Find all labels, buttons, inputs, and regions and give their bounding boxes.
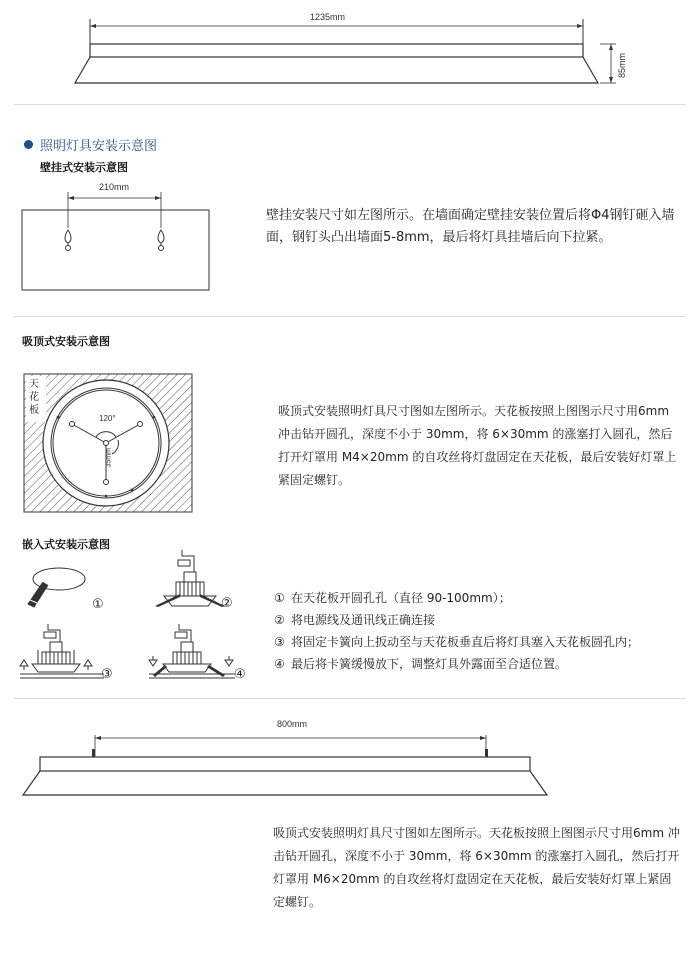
recessed-step-2-drawing: [150, 548, 250, 613]
radius-label: 35mm: [105, 448, 113, 468]
separator: [14, 698, 686, 699]
list-item: ④ 最后将卡簧缓慢放下，调整灯具外露面至合适位置。: [274, 657, 568, 671]
separator: [14, 316, 686, 317]
list-item: ③ 将固定卡簧向上扳动至与天花板垂直后将灯具塞入天花板圆孔内；: [274, 635, 640, 649]
recessed-step-1-drawing: [15, 556, 125, 616]
ceiling-mount-title: 吸顶式安装示意图: [22, 335, 110, 348]
recessed-mount-title: 嵌入式安装示意图: [22, 538, 110, 551]
top-profile-drawing: [0, 0, 700, 110]
section-title: 照明灯具安装示意图: [40, 139, 158, 154]
ceiling-label: 天花板: [29, 379, 39, 416]
step-4-number: ④: [234, 667, 246, 682]
top-height-label: 85mm: [617, 52, 627, 78]
step-2-number: ②: [221, 596, 233, 611]
bottom-profile-description: 吸顶式安装照明灯具尺寸图如左图所示。天花板按照上图图示尺寸用6mm 冲击钻开圆孔，深度不小于 30mm，将 6×30mm 的涨塞打入圆孔，然后打开灯罩用 M6×20mm 的自攻丝将灯盘固定在天花板，最后安装好灯罩上紧固定螺钉。: [273, 826, 680, 909]
list-item: ① 在天花板开圆孔孔（直径 90-100mm）；: [274, 591, 511, 605]
top-length-label: 1235mm: [310, 12, 346, 22]
bottom-profile-drawing: [0, 715, 700, 815]
bottom-length-label: 800mm: [277, 719, 308, 729]
wall-mount-description: 壁挂安装尺寸如左图所示。在墙面确定壁挂安装位置后将Φ4钢钉砸入墙面，钢钉头凸出墙面5-8mm，最后将灯具挂墙后向下拉紧。: [266, 208, 675, 245]
separator: [14, 104, 686, 105]
section-bullet-icon: [24, 140, 33, 149]
wall-mount-title: 壁挂式安装示意图: [40, 161, 128, 174]
list-item: ② 将电源线及通讯线正确连接: [274, 613, 436, 627]
angle-label: 120°: [99, 414, 116, 423]
step-1-number: ①: [92, 597, 104, 612]
ceiling-mount-description: 吸顶式安装照明灯具尺寸图如左图所示。天花板按照上图图示尺寸用6mm 冲击钻开圆孔，深度不小于 30mm，将 6×30mm 的涨塞打入圆孔，然后打开灯罩用 M4×20mm 的自攻丝将灯盘固定在天花板，最后安装好灯罩上紧固定螺钉。: [278, 404, 677, 487]
step-3-number: ③: [101, 667, 113, 682]
wall-spacing-label: 210mm: [99, 182, 130, 192]
recessed-steps-list: [274, 587, 639, 675]
wall-mount-drawing: [20, 178, 220, 298]
